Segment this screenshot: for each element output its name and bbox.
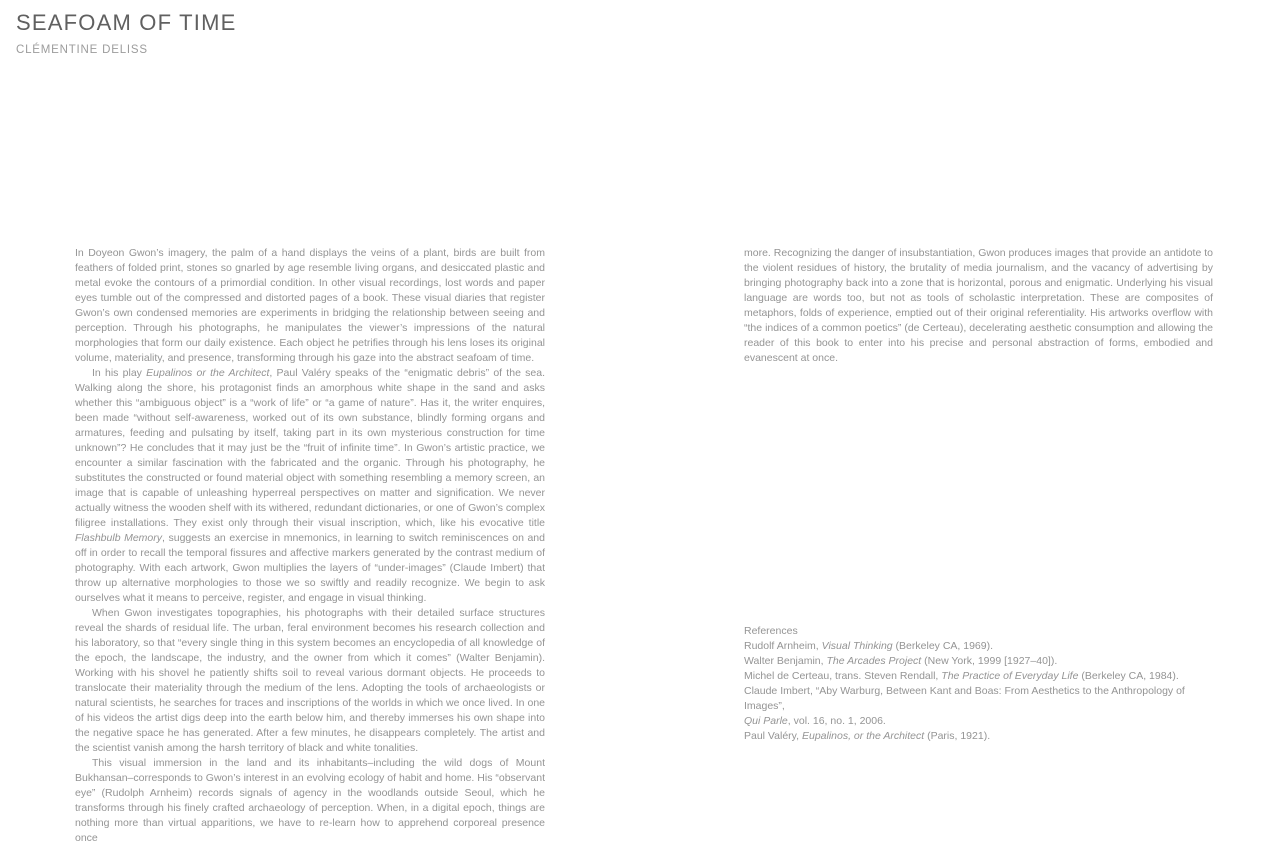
reference-entry: Michel de Certeau, trans. Steven Rendall, The Practice of Everyday Life (Berkeley CA, 1984). [744,670,1179,682]
references-section [744,624,1213,744]
essay-paragraph: more. Recognizing the danger of insubstantiation, Gwon produces images that provide an antidote to the violent residues of history, the brutality of media journalism, and the vacancy of advertising by bringing photography back into a zone that is horizontal, porous and enigmatic. Underlying his visual language are words too, but not as tools of scholastic interpretation. These are composites of metaphors, folds of experience, emptied out of their original referentiality. His artworks overflow with “the indices of a common poetics” (de Certeau), decelerating aesthetic consumption and allowing the reader of this book to enter into his precise and personal abstraction of forms, embodied and evanescent at once. [744,247,1213,364]
page-title: SEAFOAM OF TIME [16,10,237,35]
author-byline: CLÉMENTINE DELISS [16,44,148,57]
masthead [16,11,237,56]
essay-paragraph: In Doyeon Gwon’s imagery, the palm of a hand displays the veins of a plant, birds are built from feathers of folded print, stones so gnarled by age resemble living organs, and desiccated plastic and metal evoke the contours of a primordial condition. In other visual recordings, lost words and paper eyes tumble out of the compressed and distorted pages of a book. These visual diaries that register Gwon’s own condensed memories are experiments in bridging the relationship between seeing and perception. Through his photographs, he manipulates the viewer’s impressions of the natural morphologies that form our daily existence. Each object he petrifies through his lens loses its original volume, materiality, and presence, transforming through his gaze into the abstract seafoam of time. [75,247,545,364]
references-heading: References [744,625,798,637]
essay-paragraph: This visual immersion in the land and its inhabitants–including the wild dogs of Mount Bukhansan–corresponds to Gwon’s interest in an evolving ecology of habit and home. His “observant eye” (Rudolph Arnheim) records signals of agency in the woodlands outside Seoul, which he transforms through his finely crafted archaeology of perception. When, in a digital epoch, things are nothing more than virtual apparitions, we have to re-learn how to apprehend corporeal presence once [75,757,545,844]
essay-paragraph: In his play Eupalinos or the Architect, Paul Valéry speaks of the “enigmatic debris” of the sea. Walking along the shore, his protagonist finds an amorphous white shape in the sand and asks whether this “ambiguous object” is a “work of life” or “a game of nature”. Has it, the writer enquires, been made “without self-awareness, worked out of its own substance, blindly forming organs and armatures, feeding and pulsating by itself, taking part in its own mysterious construction for time unknown”? He concludes that it may just be the “fruit of infinite time”. In Gwon’s artistic practice, we encounter a similar fascination with the fabricated and the organic. Through his photography, he substitutes the constructed or found material object with something resembling a memory screen, an image that is capable of unleashing hyperreal perspectives on matter and signification. We never actually witness the wooden shelf with its withered, redundant dictionaries, or one of Gwon’s complex filigree installations. They exist only through their visual inscription, which, like his evocative title Flashbulb Memory, suggests an exercise in mnemonics, in learning to switch reminiscences on and off in order to recall the temporal fissures and affective markers generated by the contrast medium of photography. With each artwork, Gwon multiplies the layers of “under-images” (Claude Imbert) that throw up alternative morphologies to those we so swiftly and readily recognize. We begin to ask ourselves what it means to perceive, register, and engage in visual thinking. [75,367,545,604]
reference-entry: Walter Benjamin, The Arcades Project (New York, 1999 [1927–40]). [744,655,1058,667]
reference-entry: Paul Valéry, Eupalinos, or the Architect (Paris, 1921). [744,730,991,742]
reference-entry: Claude Imbert, “Aby Warburg, Between Kant and Boas: From Aesthetics to the Anthropology of Images”, [744,685,1185,712]
reference-entry: Rudolf Arnheim, Visual Thinking (Berkeley CA, 1969). [744,640,994,652]
reference-entry: Qui Parle, vol. 16, no. 1, 2006. [744,715,886,727]
essay-paragraph: When Gwon investigates topographies, his photographs with their detailed surface structures reveal the shards of residual life. The urban, feral environment becomes his research collection and his laboratory, so that “every single thing in this system becomes an encyclopedia of all knowledge of the epoch, the landscape, the industry, and the owner from which it comes” (Walter Benjamin). Working with his shovel he patiently shifts soil to reveal various dormant objects. He proceeds to translocate their materiality through the medium of the lens. Adopting the tools of archaeologists or natural scientists, he searches for traces and inscriptions of the worlds in which we once lived. In one of his videos the artist digs deep into the earth below him, and thereby immerses his own shape into the negative space he has generated. After a few minutes, he disappears completely. The artist and the scientist vanish among the harsh territory of black and white tonalities. [75,607,545,754]
essay-column-right [744,246,1213,366]
essay-column-left [75,246,545,846]
